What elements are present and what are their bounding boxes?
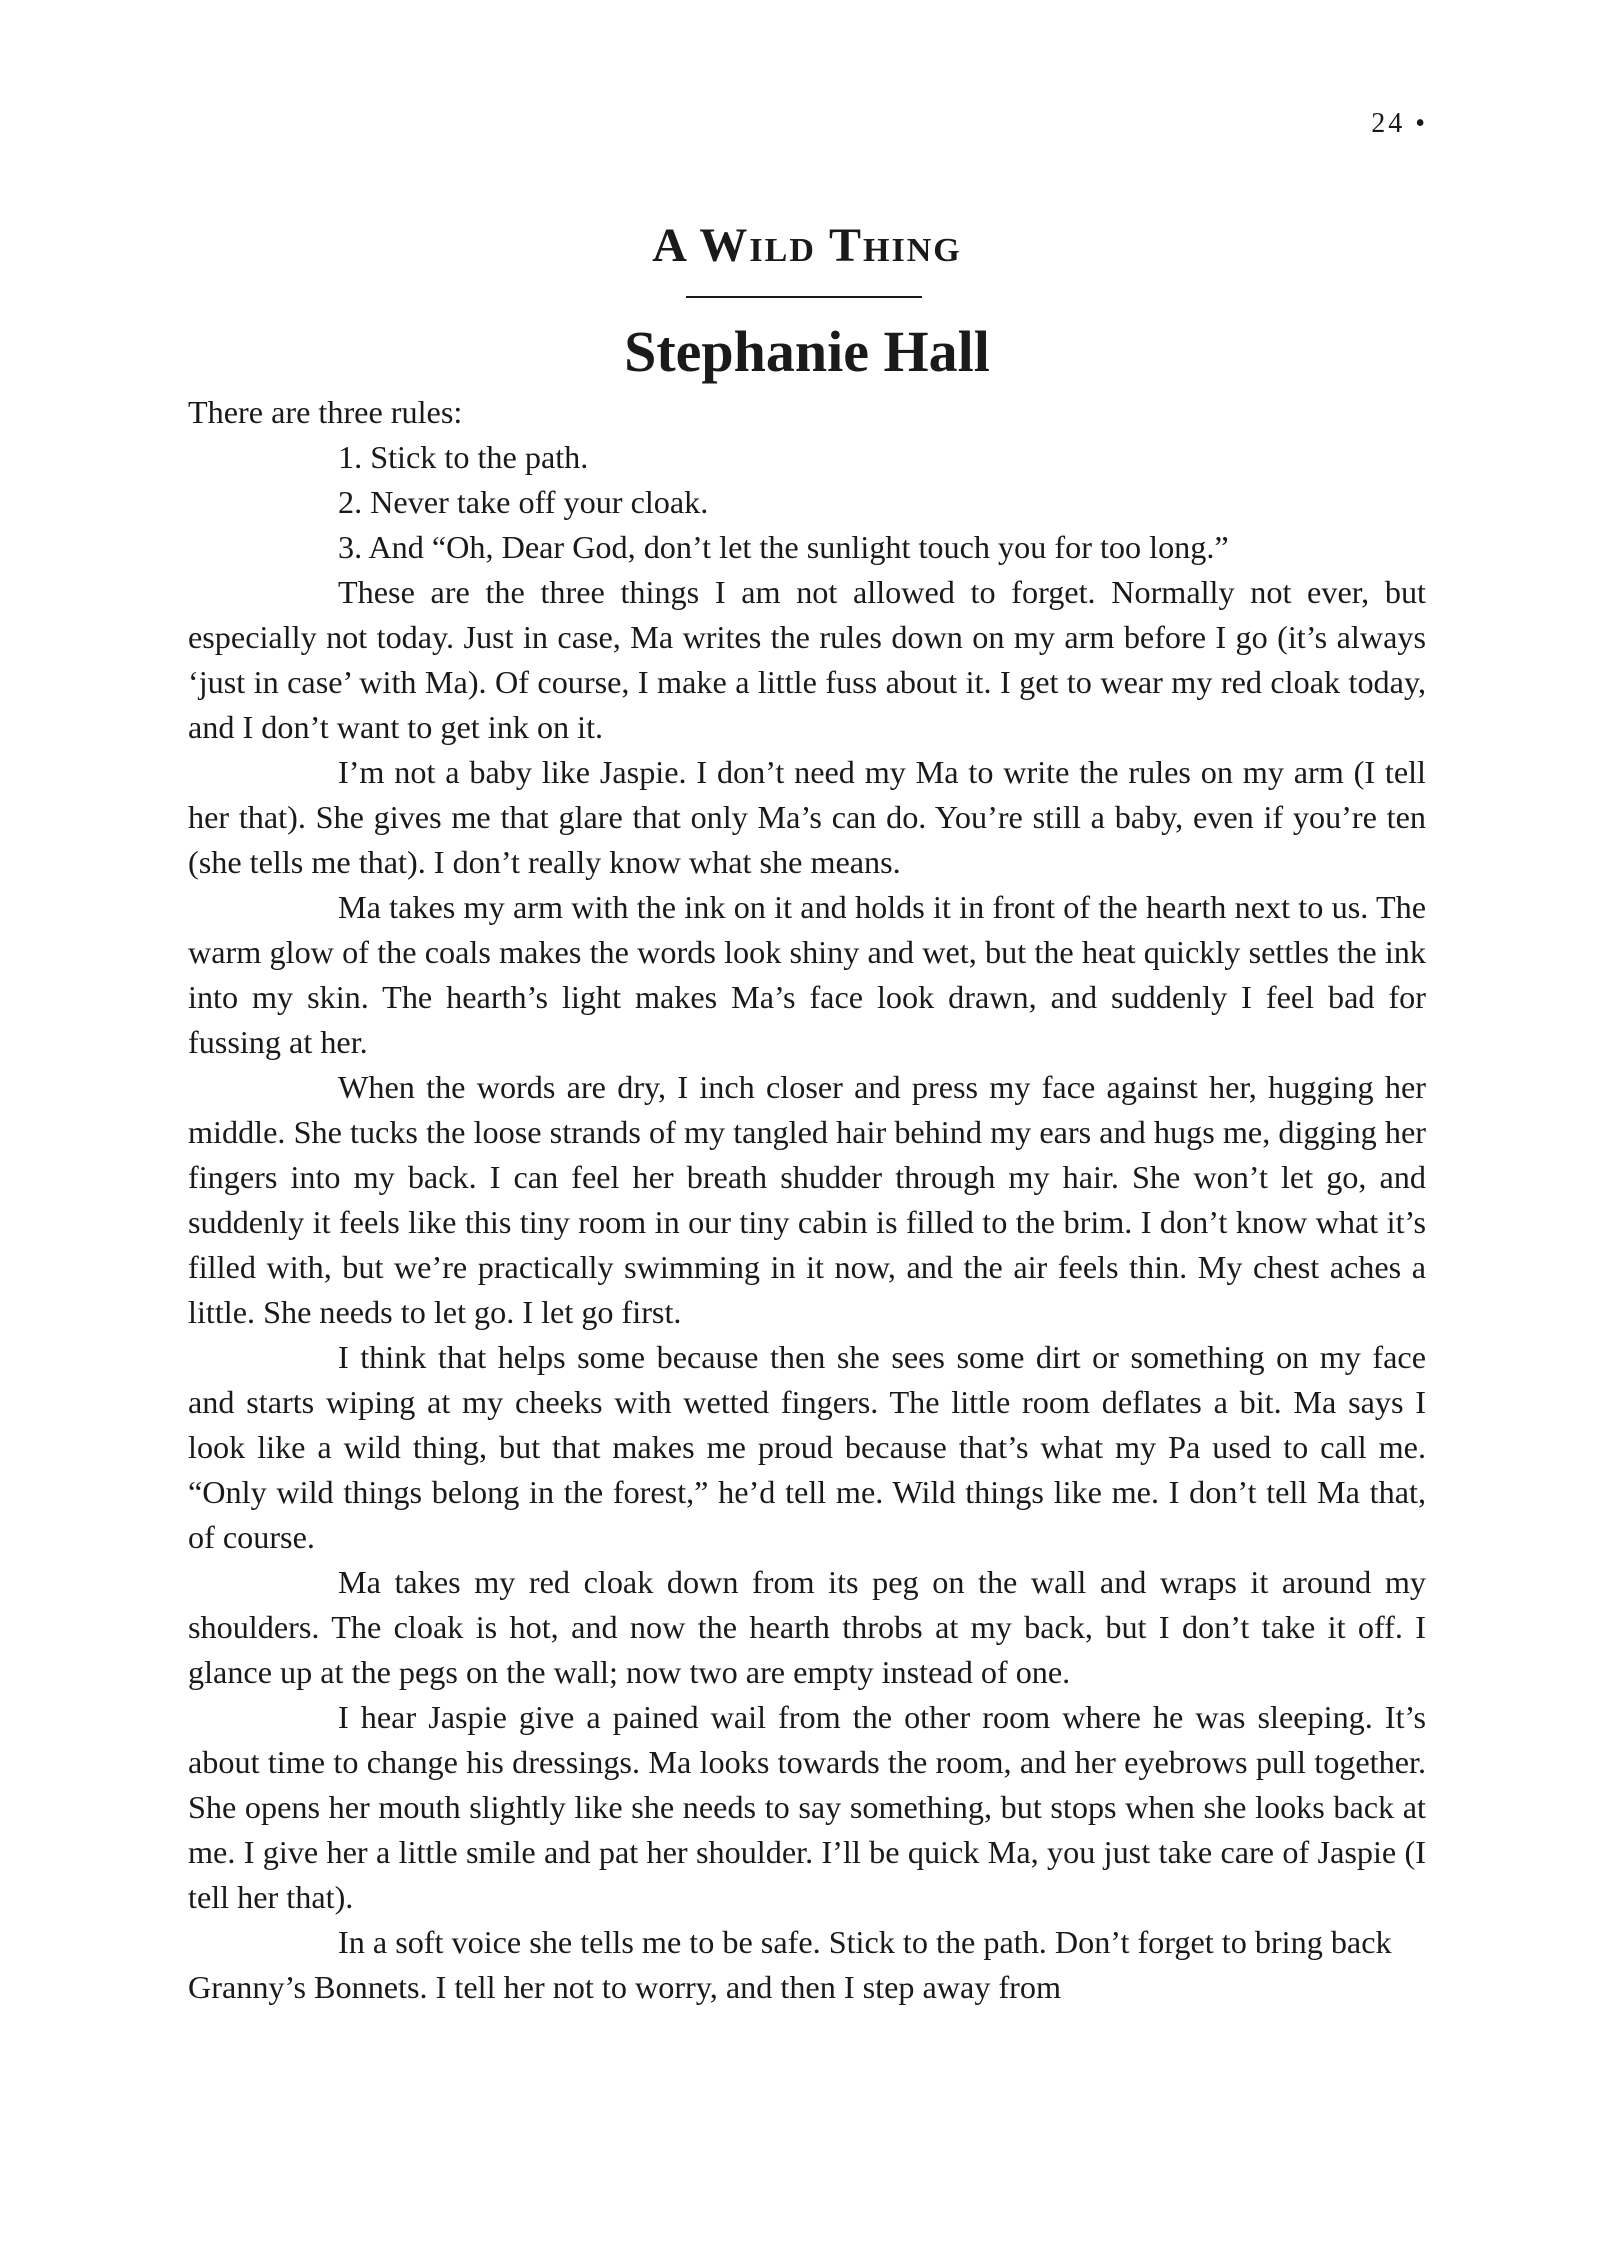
paragraph: Ma takes my red cloak down from its peg on the wall and wraps it around my shoulders. The cloak is hot, and now the hearth throbs at my back, but I don’t take it off. I glance up at the pegs on the wall; now two are empty instead of one. <box>188 1564 1426 1690</box>
author-name: Stephanie Hall <box>624 319 990 384</box>
page-number: 24 • <box>1371 108 1428 139</box>
rule-item: 2. Never take off your cloak. <box>338 484 709 520</box>
story-title: A Wild Thing <box>652 219 962 272</box>
paragraph: In a soft voice she tells me to be safe. Stick to the path. Don’t forget to bring back Granny’s Bonnets. I tell her not to worry, and then I step away from <box>188 1924 1392 2005</box>
rule-item: 1. Stick to the path. <box>338 439 589 475</box>
paragraph: Ma takes my arm with the ink on it and holds it in front of the hearth next to us. The warm glow of the coals makes the words look shiny and wet, but the heat quickly settles the ink into my skin. The hearth’s light makes Ma’s face look drawn, and suddenly I feel bad for fussing at her. <box>188 889 1426 1060</box>
paragraph: These are the three things I am not allowed to forget. Normally not ever, but especially not today. Just in case, Ma writes the rules down on my arm before I go (it’s always ‘just in case’ with Ma). Of course, I make a little fuss about it. I get to wear my red cloak today, and I don’t want to get ink on it. <box>188 574 1426 745</box>
rule-item: 3. And “Oh, Dear God, don’t let the sunlight touch you for too long.” <box>338 529 1229 565</box>
paragraph: I hear Jaspie give a pained wail from the other room where he was sleeping. It’s about time to change his dressings. Ma looks towards the room, and her eyebrows pull together. She opens her mouth slightly like she needs to say something, but stops when she looks back at me. I give her a little smile and pat her shoulder. I’ll be quick Ma, you just take care of Jaspie (I tell her that). <box>188 1699 1426 1915</box>
paragraph: I’m not a baby like Jaspie. I don’t need my Ma to write the rules on my arm (I tell her that). She gives me that glare that only Ma’s can do. You’re still a baby, even if you’re ten (she tells me that). I don’t really know what she means. <box>188 754 1426 880</box>
rules-intro: There are three rules: <box>188 394 463 430</box>
paragraph: I think that helps some because then she sees some dirt or something on my face and starts wiping at my cheeks with wetted fingers. The little room deflates a bit. Ma says I look like a wild thing, but that makes me proud because that’s what my Pa used to call me. “Only wild things belong in the forest,” he’d tell me. Wild things like me. I don’t tell Ma that, of course. <box>188 1339 1426 1555</box>
title-divider <box>686 296 922 298</box>
paragraph: When the words are dry, I inch closer and press my face against her, hugging her middle. She tucks the loose strands of my tangled hair behind my ears and hugs me, digging her fingers into my back. I can feel her breath shudder through my hair. She won’t let go, and suddenly it feels like this tiny room in our tiny cabin is filled to the brim. I don’t know what it’s filled with, but we’re practically swimming in it now, and the air feels thin. My chest aches a little. She needs to let go. I let go first. <box>188 1069 1426 1330</box>
rules-list <box>188 435 1426 570</box>
story-body <box>188 390 1426 2010</box>
